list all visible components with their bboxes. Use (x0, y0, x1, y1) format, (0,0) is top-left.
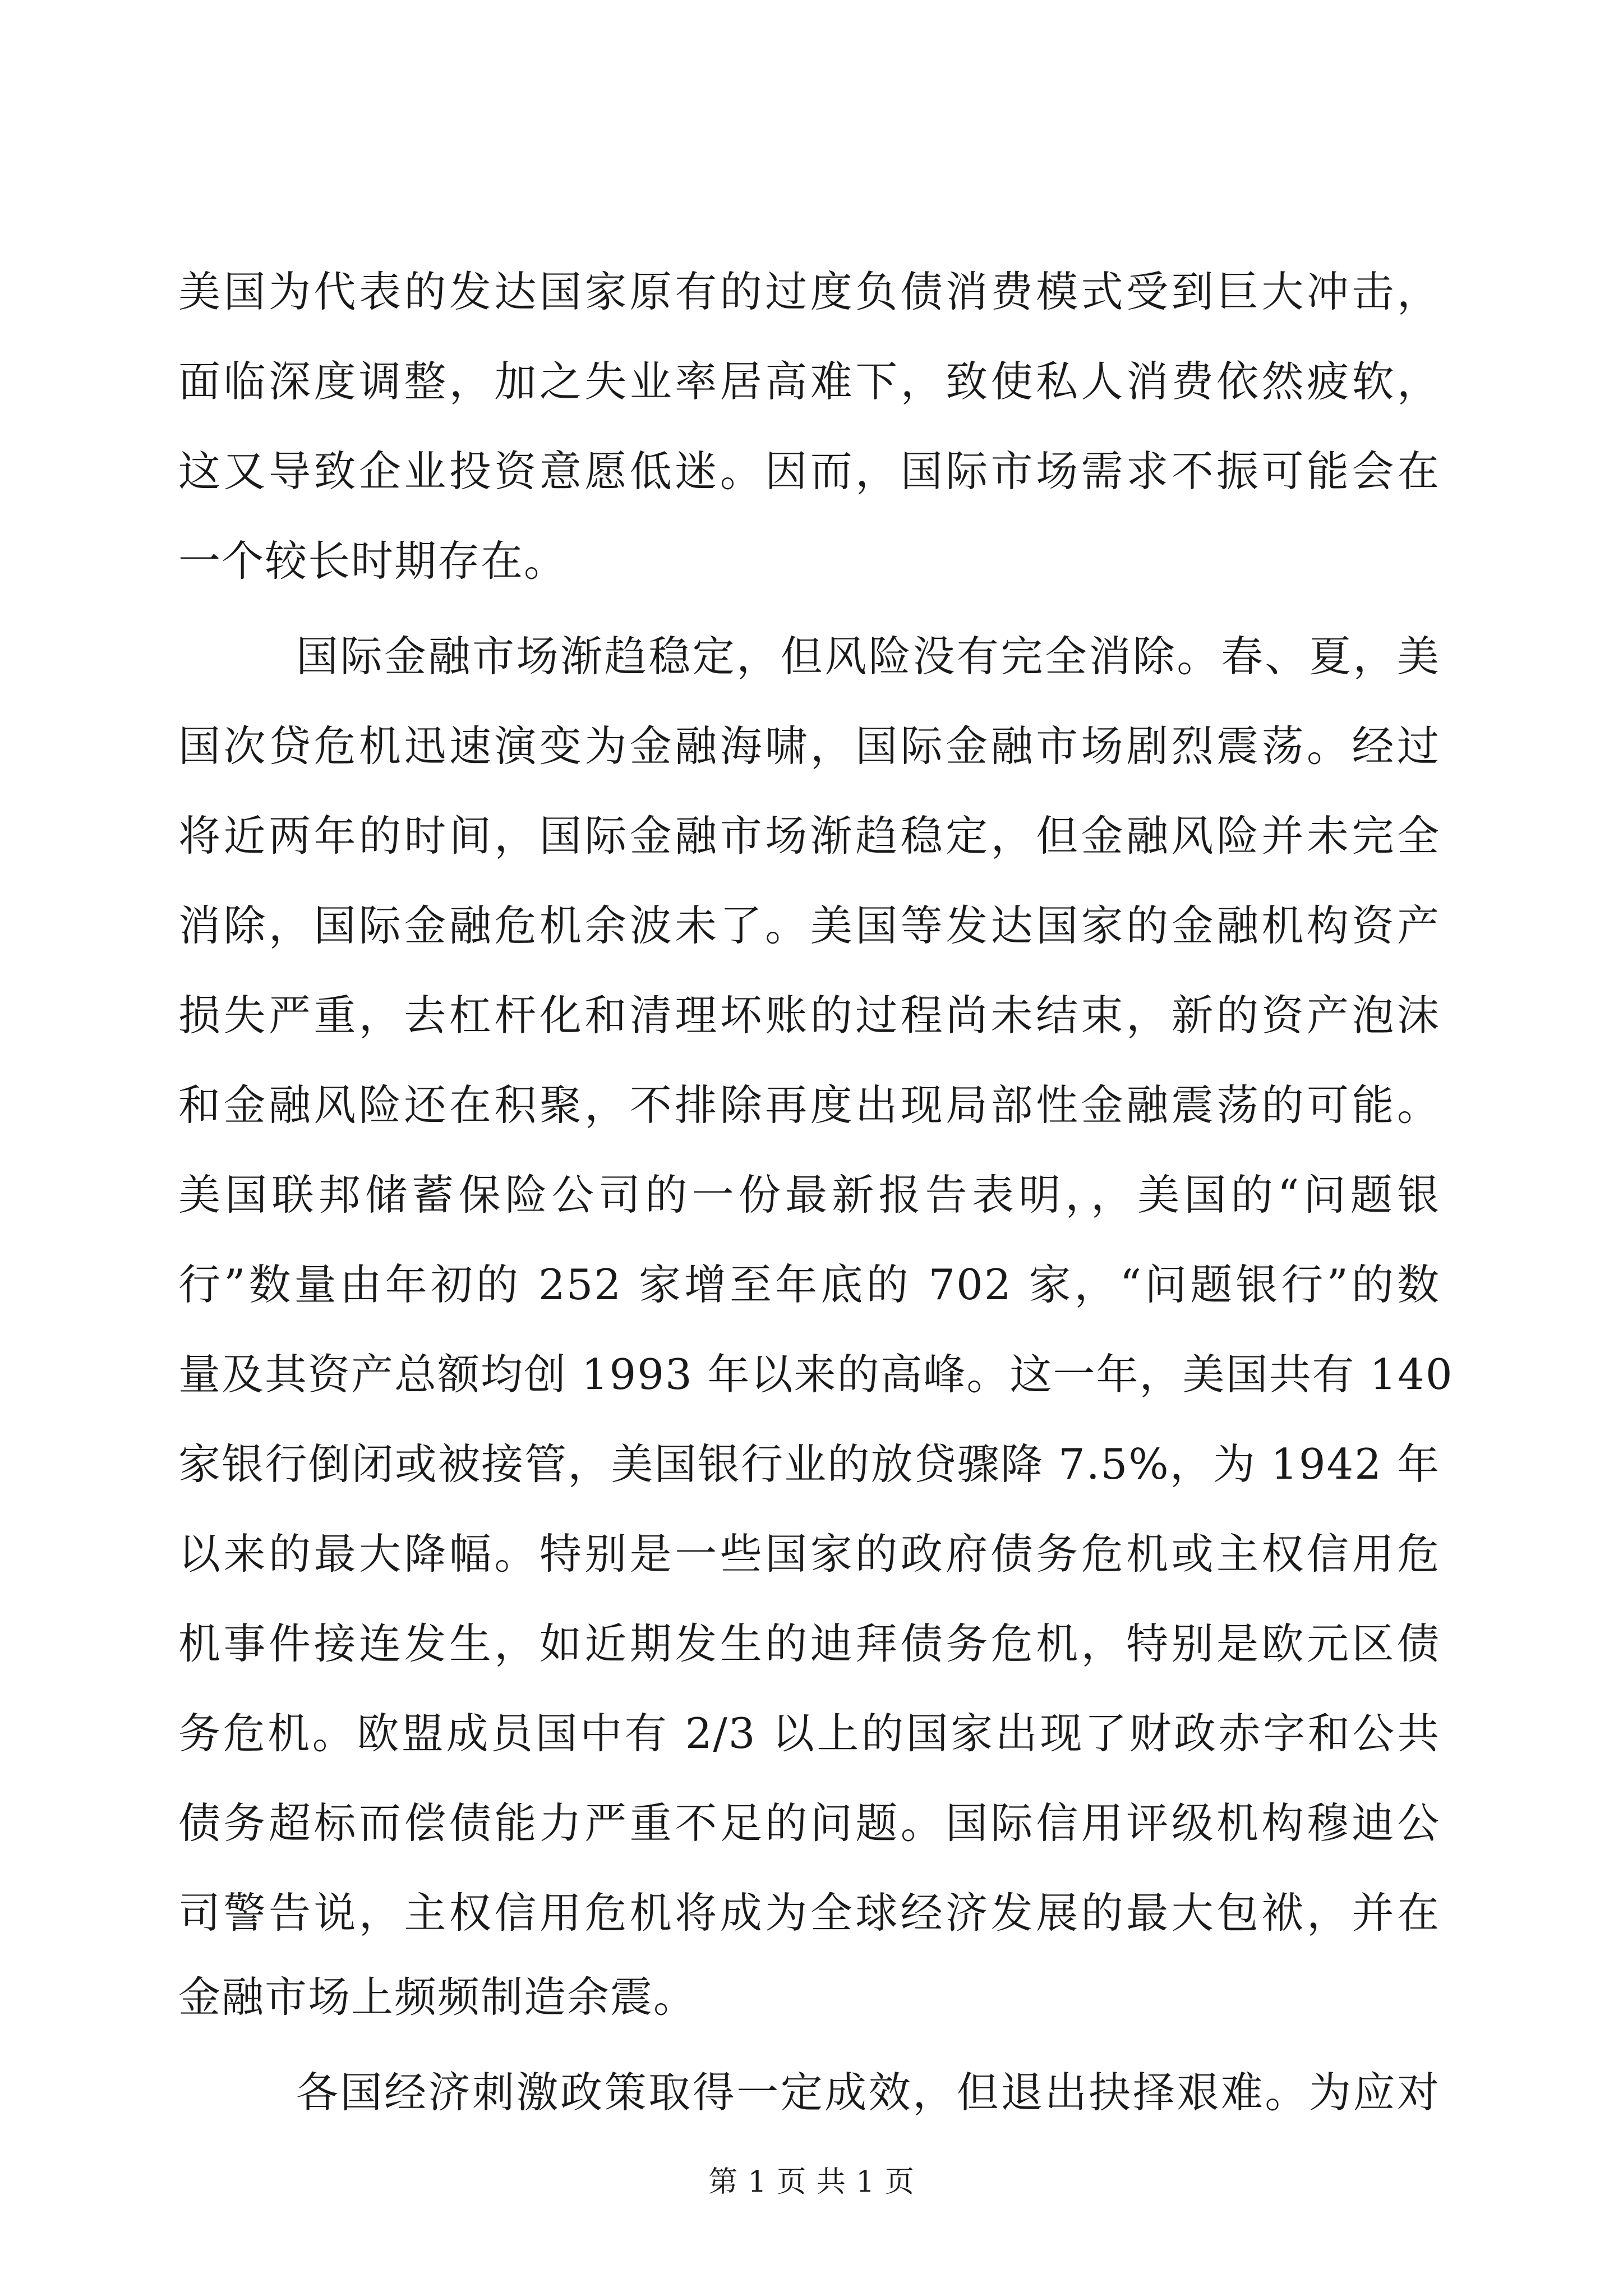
page-footer: 第 1 页 共 1 页 (708, 2165, 915, 2199)
text-line: 将近两年的时间，国际金融市场渐趋稳定，但金融风险并未完全 (178, 811, 1440, 861)
text-line: 消除，国际金融危机余波未了。美国等发达国家的金融机构资产 (178, 901, 1440, 950)
text-line: 面临深度调整，加之失业率居高难下，致使私人消费依然疲软， (178, 357, 1440, 406)
text-line: 务危机。欧盟成员国中有 2/3 以上的国家出现了财政赤字和公共 (178, 1709, 1440, 1758)
text-line: 美国为代表的发达国家原有的过度负债消费模式受到巨大冲击， (178, 267, 1440, 316)
text-line: 各国经济刺激政策取得一定成效，但退出抉择艰难。为应对 (296, 2068, 1440, 2117)
text-line: 以来的最大降幅。特别是一些国家的政府债务危机或主权信用危 (178, 1529, 1440, 1579)
text-line: 量及其资产总额均创 1993 年以来的高峰。这一年，美国共有 140 (178, 1350, 1454, 1399)
text-line: 损失严重，去杠杆化和清理坏账的过程尚未结束，新的资产泡沫 (178, 991, 1440, 1040)
text-line: 债务超标而偿债能力严重不足的问题。国际信用评级机构穆迪公 (178, 1798, 1440, 1848)
text-line: 这又导致企业投资意愿低迷。因而，国际市场需求不振可能会在 (178, 447, 1440, 496)
text-line: 一个较长时期存在。 (178, 536, 568, 586)
text-line: 金融市场上频频制造余震。 (178, 1972, 697, 2022)
text-line: 行”数量由年初的 252 家增至年底的 702 家，“问题银行”的数 (178, 1260, 1440, 1309)
text-line: 国次贷危机迅速演变为金融海啸，国际金融市场剧烈震荡。经过 (178, 721, 1440, 771)
text-line: 国际金融市场渐趋稳定，但风险没有完全消除。春、夏，美 (296, 632, 1440, 681)
text-line: 机事件接连发生，如近期发生的迪拜债务危机，特别是欧元区债 (178, 1619, 1440, 1668)
text-line: 和金融风险还在积聚，不排除再度出现局部性金融震荡的可能。 (178, 1080, 1440, 1130)
text-line: 美国联邦储蓄保险公司的一份最新报告表明，，美国的“问题银 (178, 1170, 1440, 1220)
text-line: 司警告说，主权信用危机将成为全球经济发展的最大包袱，并在 (178, 1888, 1440, 1938)
text-line: 家银行倒闭或被接管，美国银行业的放贷骤降 7.5%，为 1942 年 (178, 1439, 1440, 1489)
